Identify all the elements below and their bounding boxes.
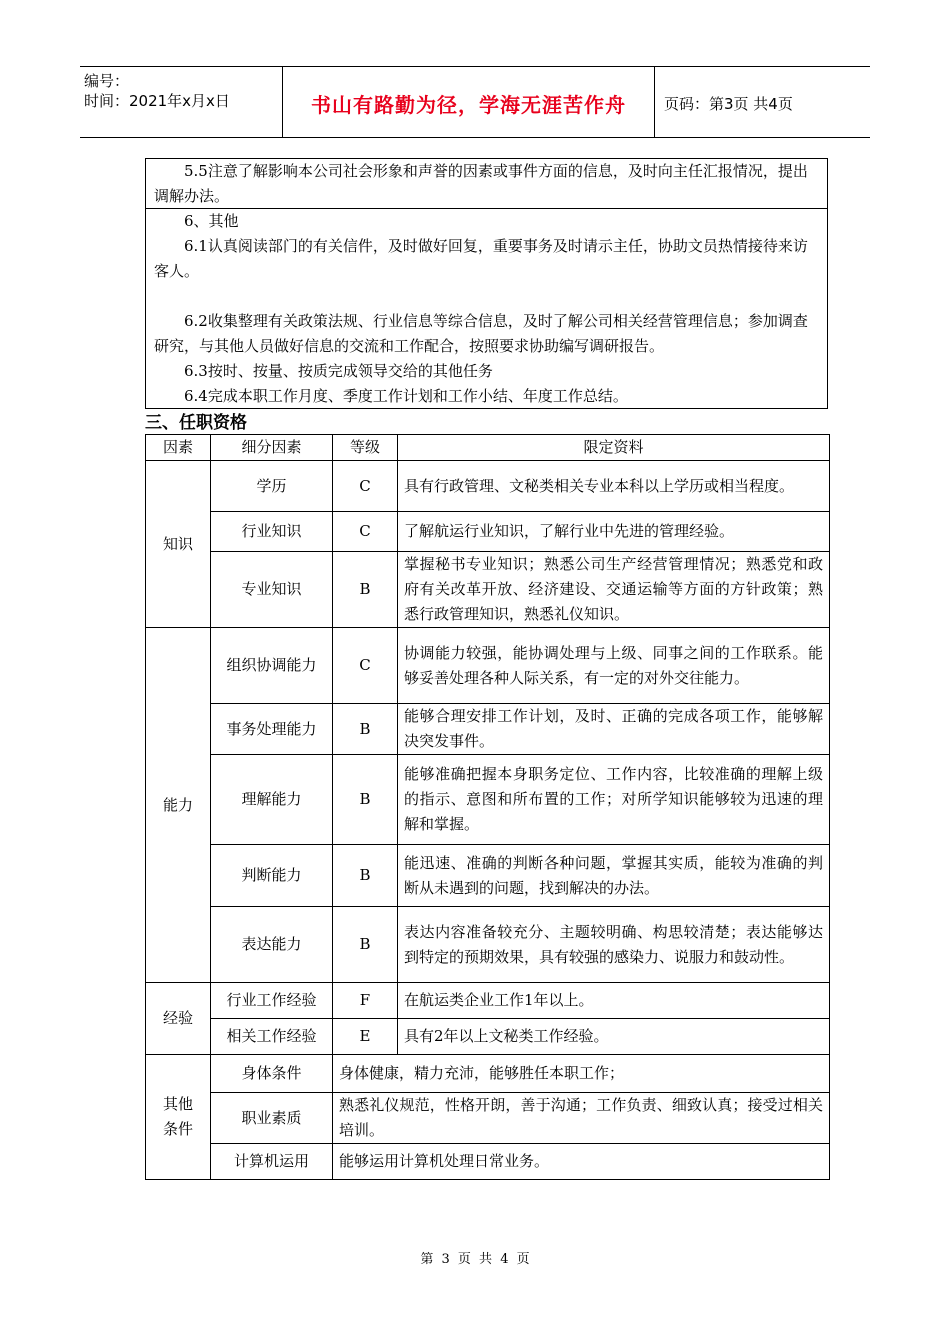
factor-other-line: 条件 bbox=[162, 1120, 193, 1138]
requirement: 能够运用计算机处理日常业务。 bbox=[333, 1144, 830, 1180]
grade: C bbox=[333, 628, 398, 704]
table-header-row bbox=[146, 435, 830, 461]
grade: B bbox=[333, 552, 398, 628]
grade: B bbox=[333, 755, 398, 845]
column-header: 因素 bbox=[146, 435, 211, 461]
requirement: 具有行政管理、文秘类相关专业本科以上学历或相当程度。 bbox=[398, 461, 830, 512]
duty-item-6-3: 6.3按时、按量、按质完成领导交给的其他任务 bbox=[184, 362, 493, 380]
factor-experience: 经验 bbox=[146, 983, 211, 1055]
sub-factor: 组织协调能力 bbox=[211, 628, 333, 704]
sub-factor: 行业知识 bbox=[211, 512, 333, 552]
duty-other-box bbox=[145, 208, 828, 409]
table-row bbox=[146, 512, 830, 552]
table-row bbox=[146, 1055, 830, 1093]
sub-factor: 事务处理能力 bbox=[211, 704, 333, 755]
table-row bbox=[146, 755, 830, 845]
sub-factor: 判断能力 bbox=[211, 845, 333, 907]
table-row bbox=[146, 704, 830, 755]
column-header: 等级 bbox=[333, 435, 398, 461]
sub-factor: 行业工作经验 bbox=[211, 983, 333, 1019]
column-header: 细分因素 bbox=[211, 435, 333, 461]
page-header bbox=[80, 66, 870, 138]
table-row bbox=[146, 907, 830, 983]
qualification-table bbox=[145, 434, 830, 1180]
duty-item-6-1: 6.1认真阅读部门的有关信件，及时做好回复，重要事务及时请示主任，协助文员热情接待来访客人。 bbox=[154, 237, 808, 280]
spacer bbox=[154, 284, 819, 309]
grade: B bbox=[333, 907, 398, 983]
factor-knowledge: 知识 bbox=[146, 461, 211, 628]
duty-item-5-5-box bbox=[145, 158, 828, 209]
grade: B bbox=[333, 704, 398, 755]
grade: F bbox=[333, 983, 398, 1019]
requirement: 在航运类企业工作1年以上。 bbox=[398, 983, 830, 1019]
grade: E bbox=[333, 1019, 398, 1055]
header-meta bbox=[84, 71, 280, 111]
duty-item-6: 6、其他 bbox=[184, 212, 239, 230]
requirement: 具有2年以上文秘类工作经验。 bbox=[398, 1019, 830, 1055]
requirement: 身体健康，精力充沛，能够胜任本职工作； bbox=[333, 1055, 830, 1093]
duty-item-6-4: 6.4完成本职工作月度、季度工作计划和工作小结、年度工作总结。 bbox=[184, 387, 628, 405]
sub-factor: 学历 bbox=[211, 461, 333, 512]
sub-factor: 职业素质 bbox=[211, 1093, 333, 1144]
table-row bbox=[146, 552, 830, 628]
sub-factor: 表达能力 bbox=[211, 907, 333, 983]
column-header: 限定资料 bbox=[398, 435, 830, 461]
sub-factor: 计算机运用 bbox=[211, 1144, 333, 1180]
requirement: 掌握秘书专业知识；熟悉公司生产经营管理情况；熟悉党和政府有关改革开放、经济建设、交通运输等方面的方针政策；熟悉行政管理知识，熟悉礼仪知识。 bbox=[398, 552, 830, 628]
requirement: 了解航运行业知识，了解行业中先进的管理经验。 bbox=[398, 512, 830, 552]
factor-other bbox=[146, 1055, 211, 1180]
factor-other-line: 其他 bbox=[162, 1095, 193, 1113]
table-row bbox=[146, 628, 830, 704]
requirement: 协调能力较强，能协调处理与上级、同事之间的工作联系。能够妥善处理各种人际关系，有一定的对外交往能力。 bbox=[398, 628, 830, 704]
table-row bbox=[146, 845, 830, 907]
document-number-label: 编号： bbox=[84, 72, 130, 90]
requirement: 能够准确把握本身职务定位、工作内容，比较准确的理解上级的指示、意图和所布置的工作；对所学知识能够较为迅速的理解和掌握。 bbox=[398, 755, 830, 845]
sub-factor: 相关工作经验 bbox=[211, 1019, 333, 1055]
requirement: 熟悉礼仪规范，性格开朗，善于沟通；工作负责、细致认真；接受过相关培训。 bbox=[333, 1093, 830, 1144]
requirement: 表达内容准备较充分、主题较明确、构思较清楚；表达能够达到特定的预期效果，具有较强的感染力、说服力和鼓动性。 bbox=[398, 907, 830, 983]
header-motto: 书山有路勤为径，学海无涯苦作舟 bbox=[311, 93, 626, 117]
grade: B bbox=[333, 845, 398, 907]
requirement: 能迅速、准确的判断各种问题，掌握其实质，能较为准确的判断从未遇到的问题，找到解决的办法。 bbox=[398, 845, 830, 907]
page-footer: 第 3 页 共 4 页 bbox=[420, 1252, 530, 1267]
section-title: 三、任职资格 bbox=[145, 413, 247, 433]
requirement: 能够合理安排工作计划，及时、正确的完成各项工作，能够解决突发事件。 bbox=[398, 704, 830, 755]
table-row bbox=[146, 1093, 830, 1144]
table-row bbox=[146, 1144, 830, 1180]
document-time: 时间：2021年x月x日 bbox=[84, 92, 230, 110]
grade: C bbox=[333, 512, 398, 552]
sub-factor: 身体条件 bbox=[211, 1055, 333, 1093]
duty-item-5-5: 5.5注意了解影响本公司社会形象和声誉的因素或事件方面的信息，及时向主任汇报情况，提出调解办法。 bbox=[154, 162, 808, 205]
duty-item-6-2: 6.2收集整理有关政策法规、行业信息等综合信息，及时了解公司相关经营管理信息；参加调查研究，与其他人员做好信息的交流和工作配合，按照要求协助编写调研报告。 bbox=[154, 312, 808, 355]
table-row bbox=[146, 1019, 830, 1055]
header-page-info: 页码：第3页 共4页 bbox=[664, 95, 793, 113]
grade: C bbox=[333, 461, 398, 512]
table-row bbox=[146, 461, 830, 512]
table-row bbox=[146, 983, 830, 1019]
header-divider bbox=[654, 67, 655, 137]
factor-ability: 能力 bbox=[146, 628, 211, 983]
sub-factor: 专业知识 bbox=[211, 552, 333, 628]
sub-factor: 理解能力 bbox=[211, 755, 333, 845]
